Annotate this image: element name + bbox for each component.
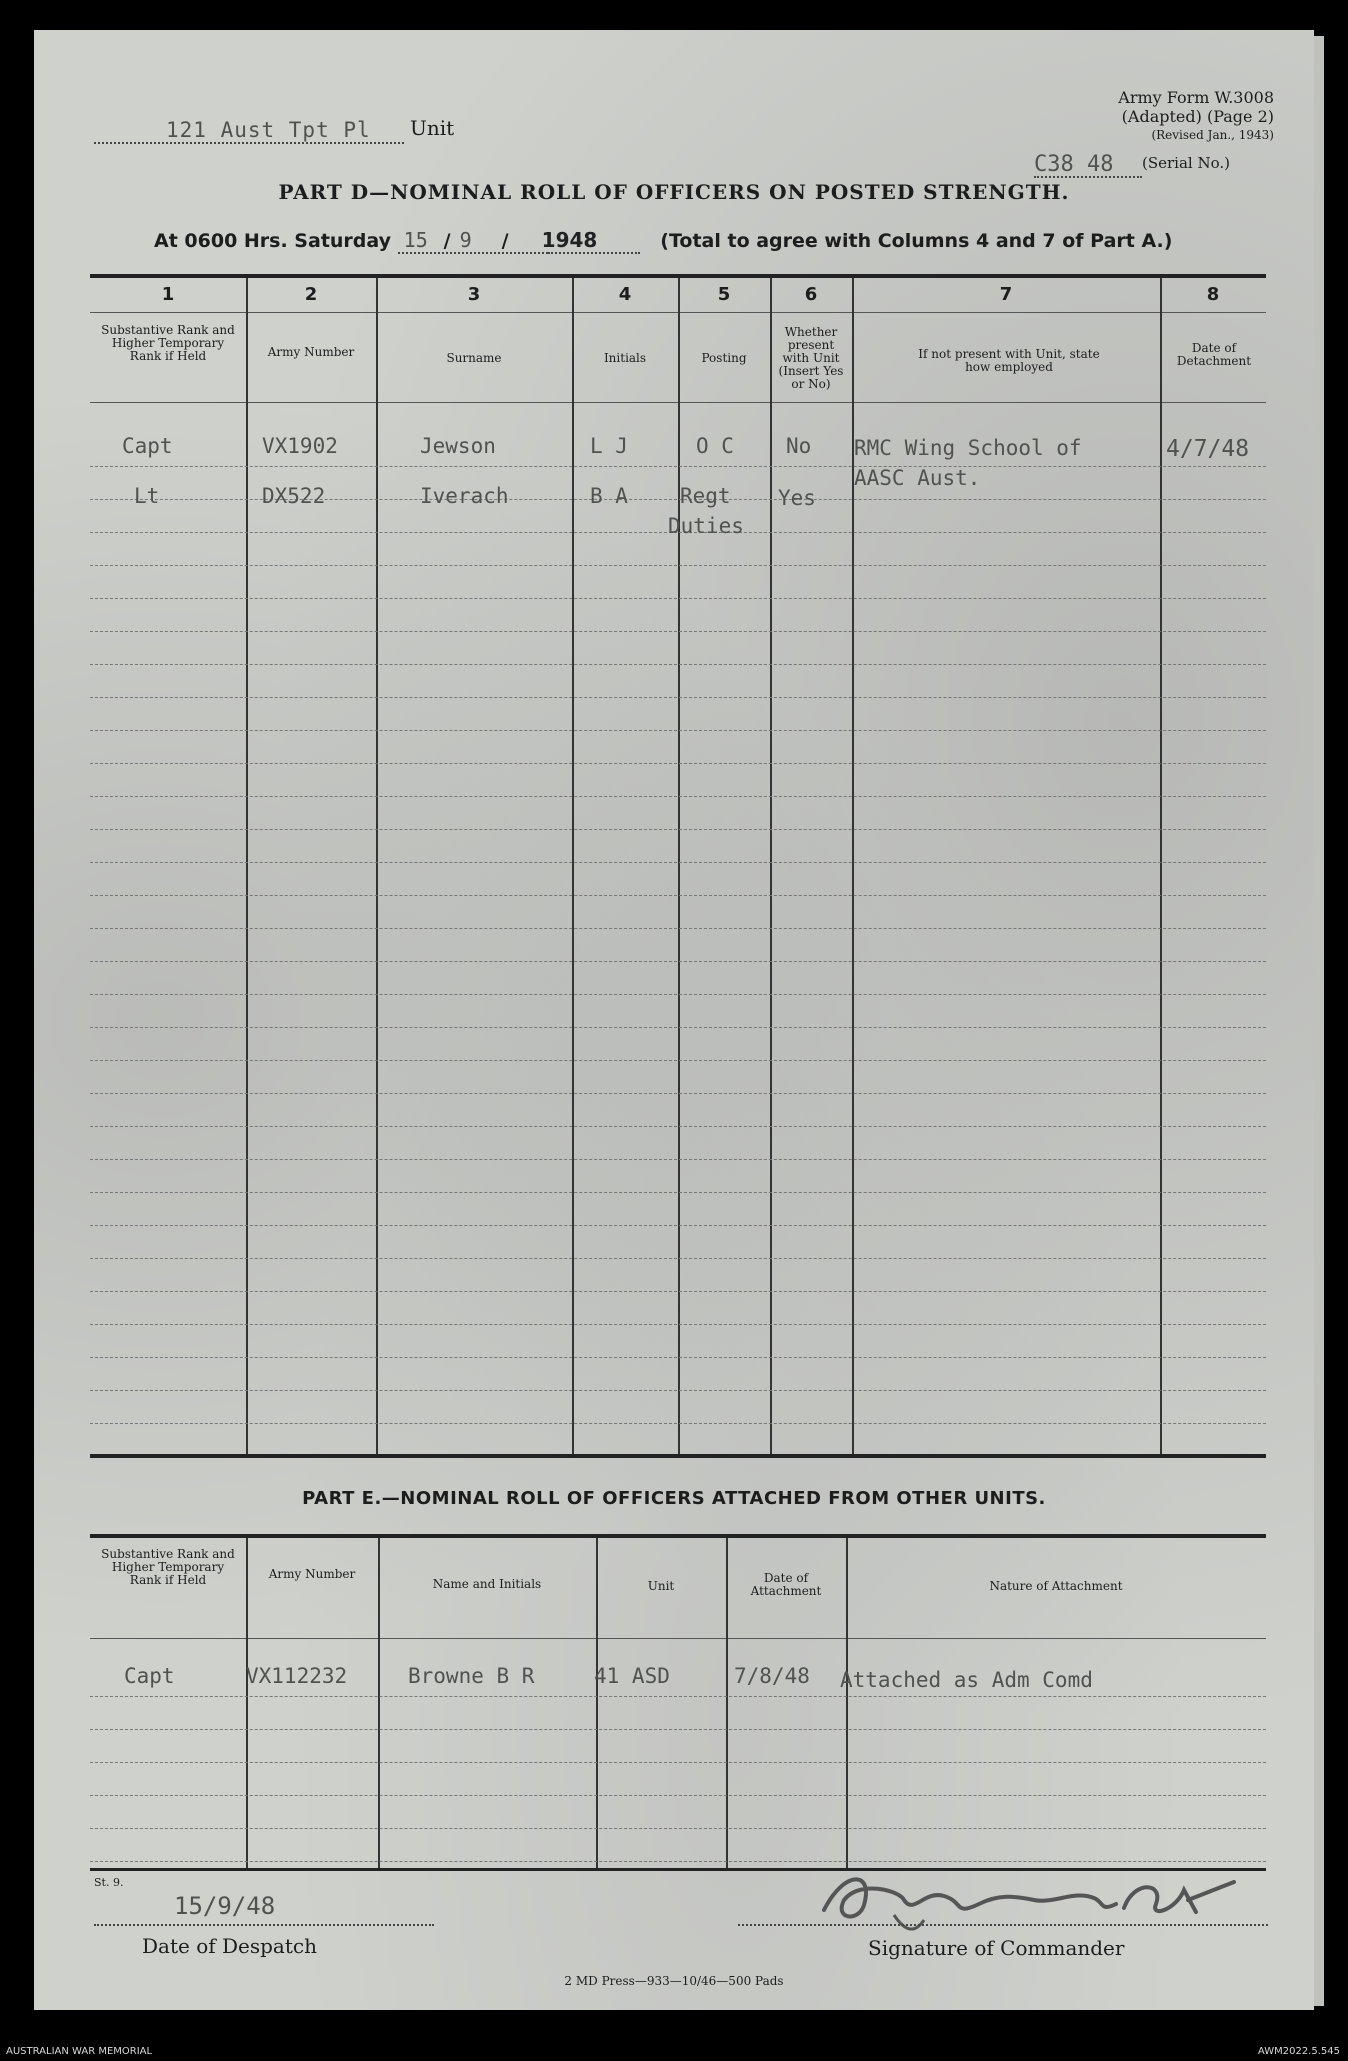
e-col-head-rank: Substantive Rank and Higher Temporary Rank if Held	[101, 1547, 235, 1587]
ruled-line	[90, 1423, 1266, 1424]
press-line: 2 MD Press—933—10/46—500 Pads	[564, 1974, 784, 1988]
signature-label: Signature of Commander	[868, 1936, 1125, 1960]
part-d-col-divider	[1160, 278, 1162, 1454]
ruled-line	[90, 1828, 1266, 1829]
part-d-col-divider	[246, 278, 248, 1454]
col-number-7: 7	[999, 284, 1013, 305]
ruled-line	[90, 1795, 1266, 1796]
ruled-line	[90, 598, 1266, 599]
e-row1-date: 7/8/48	[734, 1664, 810, 1688]
ruled-line	[90, 1060, 1266, 1061]
e-col-head-unit: Unit	[647, 1579, 675, 1593]
col-number-8: 8	[1206, 284, 1220, 305]
e-row1-name: Browne B R	[408, 1664, 535, 1688]
date-year-field	[541, 228, 640, 254]
row2-surname: Iverach	[420, 484, 509, 508]
col-number-1: 1	[161, 284, 175, 305]
e-row1-unit: 41 ASD	[594, 1664, 670, 1688]
part-e-col-divider	[846, 1538, 848, 1868]
ruled-line	[90, 1762, 1266, 1763]
part-e-col-divider	[378, 1538, 380, 1868]
unit-dotted-line	[94, 142, 404, 144]
row1-initials: L J	[590, 434, 628, 458]
col-number-6: 6	[804, 284, 818, 305]
ruled-line	[90, 1729, 1266, 1730]
part-d-bottom-rule	[90, 1454, 1266, 1458]
part-d-title: PART D—NOMINAL ROLL OF OFFICERS ON POSTED STRENGTH.	[278, 180, 1070, 204]
form-number: Army Form W.3008	[1118, 88, 1274, 107]
form-page	[34, 30, 1314, 2010]
serial-dotted-line	[1034, 176, 1142, 178]
form-adapted: (Adapted) (Page 2)	[1121, 107, 1274, 126]
row2-posting-line2: Duties	[668, 514, 744, 538]
col-head-detachment: Date of Detachment	[1176, 341, 1252, 368]
col-head-initials: Initials	[603, 351, 647, 365]
row2-army-number: DX522	[262, 484, 326, 508]
row1-present: No	[786, 434, 812, 458]
part-e-col-divider	[246, 1538, 248, 1868]
ruled-line	[90, 1324, 1266, 1325]
e-row1-army-number: VX112232	[246, 1664, 348, 1688]
date-month: 9	[459, 228, 472, 252]
col-head-present: Whether present with Unit (Insert Yes or No)	[778, 325, 844, 391]
ruled-line	[90, 829, 1266, 830]
row1-rank: Capt	[122, 434, 173, 458]
serial-number-value: C38 48	[1034, 152, 1114, 177]
unit-value: 121 Aust Tpt Pl	[166, 118, 371, 142]
col-head-employed: If not present with Unit, state how employed	[918, 347, 1100, 374]
ruled-line	[90, 1357, 1266, 1358]
date-day: 15	[403, 228, 428, 252]
ruled-line	[90, 961, 1266, 962]
col-head-posting: Posting	[701, 351, 747, 365]
ruled-line	[90, 763, 1266, 764]
archive-id: AWM2022.5.545	[1257, 2046, 1340, 2057]
col-number-4: 4	[618, 284, 632, 305]
row1-employed-line2: AASC Aust.	[854, 466, 981, 490]
col-number-3: 3	[467, 284, 481, 305]
ruled-line	[90, 994, 1266, 995]
row2-posting-line1: Regt	[680, 484, 731, 508]
part-d-col-divider	[572, 278, 574, 1454]
paper-edge	[1314, 36, 1324, 2006]
part-e-col-divider	[726, 1538, 728, 1868]
e-col-head-army-number: Army Number	[268, 1567, 356, 1581]
ruled-line	[90, 631, 1266, 632]
part-e-header-rule	[90, 1638, 1266, 1639]
col-number-5: 5	[717, 284, 731, 305]
e-col-head-name: Name and Initials	[432, 1577, 542, 1591]
archive-credit: AUSTRALIAN WAR MEMORIAL	[6, 2046, 153, 2057]
col-head-army-number: Army Number	[267, 345, 355, 359]
commander-signature	[804, 1860, 1264, 1940]
e-row1-rank: Capt	[124, 1664, 175, 1688]
strength-date-line	[154, 230, 1172, 254]
part-d-col-divider	[678, 278, 680, 1454]
row2-present: Yes	[778, 486, 816, 510]
part-d-col-divider	[770, 278, 772, 1454]
stock-code: St. 9.	[94, 1876, 124, 1889]
row2-rank: Lt	[134, 484, 160, 508]
part-e-col-divider	[596, 1538, 598, 1868]
col-head-rank: Substantive Rank and Higher Temporary Rank if Held	[101, 323, 235, 363]
part-e-top-rule	[90, 1534, 1266, 1538]
row1-army-number: VX1902	[262, 434, 338, 458]
ruled-line	[90, 565, 1266, 566]
ruled-line	[90, 466, 1266, 467]
ruled-line	[90, 796, 1266, 797]
despatch-date-value: 15/9/48	[174, 1892, 276, 1920]
despatch-dotted-line	[94, 1924, 434, 1926]
ruled-line	[90, 1159, 1266, 1160]
date-field	[398, 230, 548, 254]
part-e-title: PART E.—NOMINAL ROLL OF OFFICERS ATTACHED FROM OTHER UNITS.	[302, 1488, 1046, 1509]
ruled-line	[90, 1126, 1266, 1127]
part-d-col-divider	[376, 278, 378, 1454]
ruled-line	[90, 862, 1266, 863]
ruled-line	[90, 697, 1266, 698]
date-slash-1: /	[443, 230, 451, 252]
unit-label: Unit	[410, 116, 455, 140]
form-identifier	[1118, 88, 1274, 145]
total-note: (Total to agree with Columns 4 and 7 of Part A.)	[660, 230, 1173, 252]
row1-detach-date: 4/7/48	[1166, 436, 1250, 462]
ruled-line	[90, 1027, 1266, 1028]
signature-dotted-line	[738, 1924, 1268, 1926]
row1-employed-line1: RMC Wing School of	[854, 436, 1082, 460]
ruled-line	[90, 1291, 1266, 1292]
despatch-label: Date of Despatch	[142, 1934, 317, 1958]
at-prefix: At 0600 Hrs. Saturday	[154, 230, 392, 252]
ruled-line	[90, 1093, 1266, 1094]
ruled-line	[90, 1258, 1266, 1259]
ruled-line	[90, 1390, 1266, 1391]
e-row1-nature: Attached as Adm Comd	[840, 1668, 1093, 1692]
ruled-line	[90, 1192, 1266, 1193]
ruled-line	[90, 664, 1266, 665]
date-year: 1948	[541, 228, 598, 252]
ruled-line	[90, 928, 1266, 929]
serial-number-label: (Serial No.)	[1142, 154, 1230, 172]
form-revised: (Revised Jan., 1943)	[1151, 128, 1274, 142]
ruled-line	[90, 1225, 1266, 1226]
row2-initials: B A	[590, 484, 628, 508]
ruled-line	[90, 1696, 1266, 1697]
row1-posting: O C	[696, 434, 734, 458]
ruled-line	[90, 895, 1266, 896]
row1-surname: Jewson	[420, 434, 496, 458]
e-col-head-date: Date of Attachment	[750, 1571, 822, 1598]
date-slash-2: /	[501, 230, 509, 252]
ruled-line	[90, 730, 1266, 731]
col-head-surname: Surname	[446, 351, 502, 365]
col-number-2: 2	[304, 284, 318, 305]
e-col-head-nature: Nature of Attachment	[989, 1579, 1123, 1593]
